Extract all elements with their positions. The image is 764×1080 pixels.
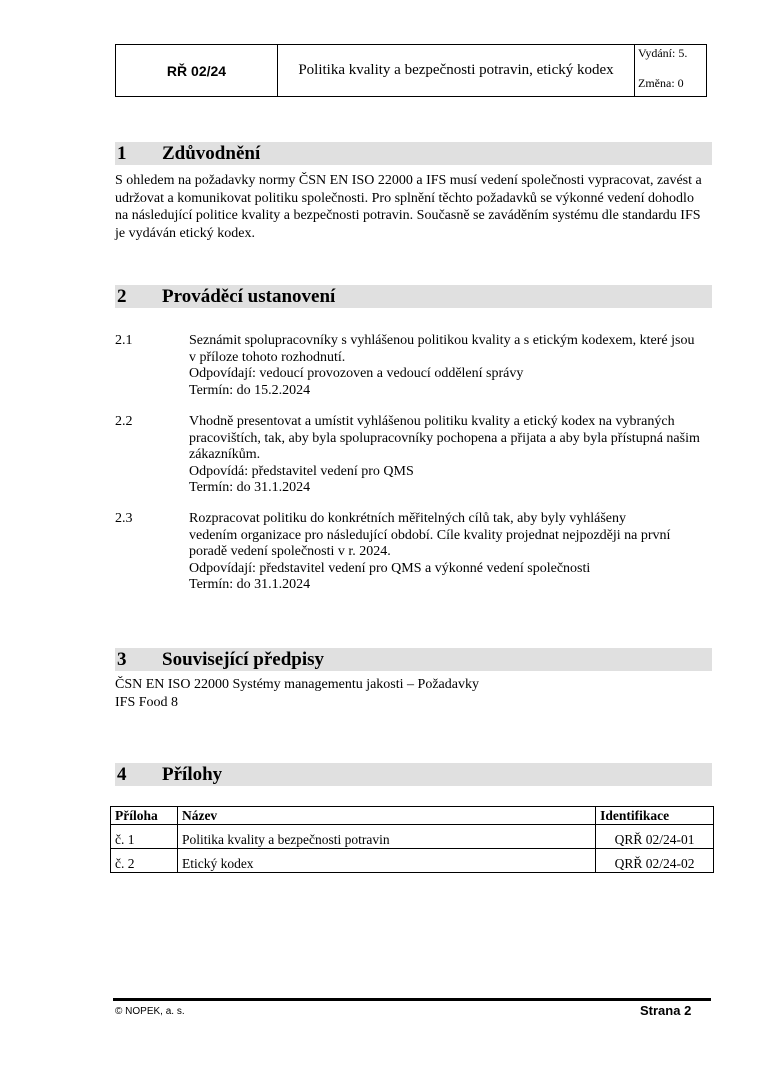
table-header-cell: Příloha [111,807,178,825]
section-number: 3 [117,649,127,670]
paragraph-line: S ohledem na požadavky normy ČSN EN ISO 22000 a IFS musí vedení společnosti vypracovat, zavést a [115,173,702,188]
section-heading-3 [115,648,712,671]
document-code: RŘ 02/24 [116,45,278,96]
item-number: 2.1 [115,333,133,348]
item-text [189,511,714,594]
item-line: Termín: do 15.2.2024 [189,382,311,398]
section-number: 4 [117,764,127,785]
item-line: vedením organizace pro následující období. Cíle kvality projednat nejpozději na první [189,527,671,543]
item-text [189,333,714,399]
item-line: Vhodně presentovat a umístit vyhlášenou politiku kvality a etický kodex na vybraných [189,414,675,429]
section-heading-2 [115,285,712,308]
paragraph-line: na následující politice kvality a bezpečnosti potravin. Současně se zaváděním systému dle standardu IFS [115,208,701,223]
table-cell: č. 2 [111,849,178,873]
document-header [115,44,707,97]
paragraph-line: je vydáván etický kodex. [115,225,255,241]
footer-copyright: © NOPEK, a. s. [115,1006,185,1017]
item-line: v příloze tohoto rozhodnutí. [189,349,346,365]
section-title: Přílohy [162,764,223,785]
table-cell: Etický kodex [177,849,595,873]
item-number: 2.2 [115,414,133,429]
footer-page-number: Strana 2 [640,1003,692,1018]
item-line: Termín: do 31.1.2024 [189,480,311,495]
table-row [111,849,714,873]
change-label: Změna: 0 [638,76,684,90]
item-line: Odpovídají: představitel vedení pro QMS a výkonné vedení společnosti [189,560,591,576]
table-row [111,825,714,849]
edition-label: Vydání: 5. [638,46,688,60]
section-title: Zdůvodnění [162,143,261,164]
item-line: Odpovídají: vedoucí provozoven a vedoucí oddělení správy [189,366,524,381]
paragraph-line: udržovat a komunikovat politiku společnosti. Pro splnění těchto požadavků se výkonné vedení dohodlo [115,190,694,206]
table-header-cell: Název [177,807,595,825]
item-line: Rozpracovat politiku do konkrétních měřitelných cílů tak, aby byly vyhlášeny [189,511,627,526]
section-1-paragraph [115,172,715,242]
document-title: Politika kvality a bezpečnosti potravin, etický kodex [278,45,635,96]
item-line: zákazníkům. [189,447,261,462]
item-line: pracovištích, tak, aby byla spolupracovníky pochopena a přijata a aby byla přístupná našim [189,430,700,446]
paragraph-line: ČSN EN ISO 22000 Systémy managementu jakosti – Požadavky [115,677,479,692]
table-cell: Politika kvality a bezpečnosti potravin [177,825,595,849]
section-number: 1 [117,143,127,164]
footer-rule [113,998,711,1001]
table-cell: QRŘ 02/24-02 [596,849,714,873]
section-heading-4 [115,763,712,786]
item-line: Termín: do 31.1.2024 [189,577,311,592]
table-header-cell: Identifikace [596,807,714,825]
item-text [189,414,714,497]
item-number: 2.3 [115,511,133,526]
paragraph-line: IFS Food 8 [115,694,179,710]
section-3-paragraph [115,676,715,711]
item-line: poradě vedení společnosti v r. 2024. [189,544,391,559]
table-cell: QRŘ 02/24-01 [596,825,714,849]
item-line: Odpovídá: představitel vedení pro QMS [189,463,414,479]
document-meta [635,45,706,96]
section-title: Související předpisy [162,649,325,670]
section-heading-1 [115,142,712,165]
item-line: Seznámit spolupracovníky s vyhlášenou politikou kvality a s etickým kodexem, které jsou [189,333,695,348]
section-title: Prováděcí ustanovení [162,286,336,307]
section-number: 2 [117,286,127,307]
table-header-row [111,807,714,825]
table-cell: č. 1 [111,825,178,849]
attachments-table [110,806,714,873]
